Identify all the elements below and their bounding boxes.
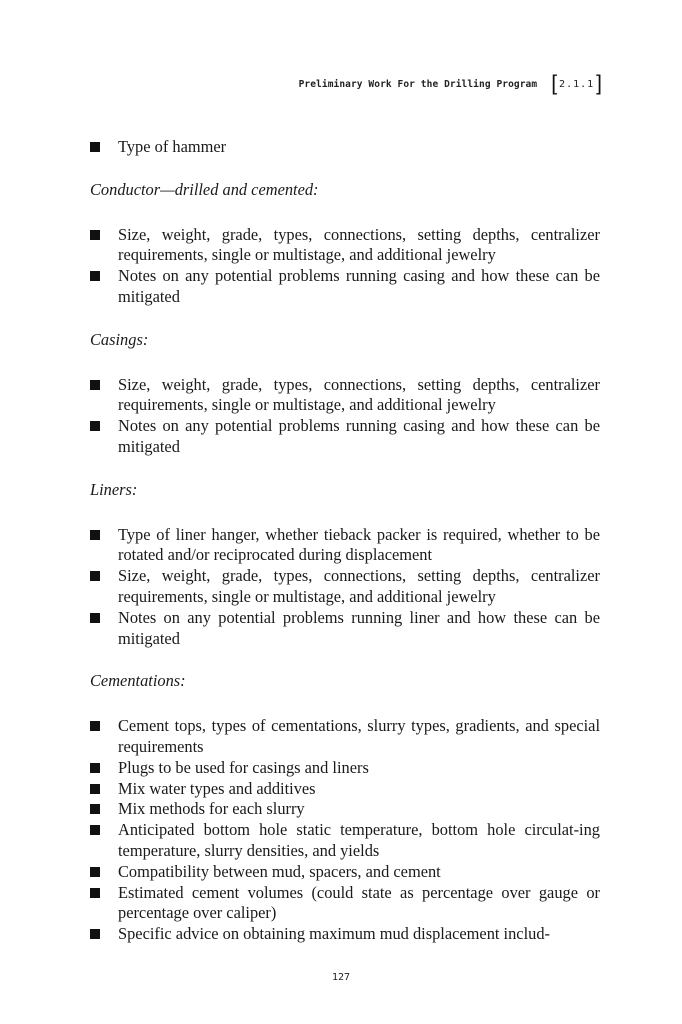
square-bullet-icon — [90, 929, 100, 939]
section-heading-cementations: Cementations: — [90, 671, 186, 691]
list-item: Mix methods for each slurry — [90, 799, 600, 820]
list-item: Size, weight, grade, types, connections, setting depths, centralizer requirements, single or multistage, and additional jewelry — [90, 225, 600, 267]
section-heading-conductor: Conductor—drilled and cemented: — [90, 179, 319, 199]
square-bullet-icon — [90, 784, 100, 794]
square-bullet-icon — [90, 804, 100, 814]
page-body — [90, 137, 600, 945]
list-item: Anticipated bottom hole static temperature, bottom hole circulat-ing temperature, slurry densities, and yields — [90, 820, 600, 862]
section-number-box: [ 2.1.1 ] — [551, 72, 602, 95]
square-bullet-icon — [90, 721, 100, 731]
intro-list — [90, 137, 600, 158]
list-item: Notes on any potential problems running liner and how these can be mitigated — [90, 608, 600, 650]
section-number: 2.1.1 — [559, 78, 595, 90]
list-item: Cement tops, types of cementations, slurry types, gradients, and special requirements — [90, 716, 600, 758]
section-heading-liners: Liners: — [90, 479, 138, 499]
page-number: 127 — [331, 972, 351, 983]
list-item: Notes on any potential problems running casing and how these can be mitigated — [90, 266, 600, 308]
square-bullet-icon — [90, 230, 100, 240]
section-heading-casings: Casings: — [90, 329, 149, 349]
list-item: Size, weight, grade, types, connections, setting depths, centralizer requirements, single or multistage, and additional jewelry — [90, 566, 600, 608]
list-item: Mix water types and additives — [90, 779, 600, 800]
square-bullet-icon — [90, 763, 100, 773]
list-item: Estimated cement volumes (could state as percentage over gauge or percentage over caliper) — [90, 883, 600, 925]
square-bullet-icon — [90, 888, 100, 898]
cementations-list — [90, 716, 600, 945]
square-bullet-icon — [90, 867, 100, 877]
running-title: Preliminary Work For the Drilling Program — [298, 78, 538, 90]
casings-list — [90, 375, 600, 458]
running-header — [299, 74, 602, 94]
list-item: Plugs to be used for casings and liners — [90, 758, 600, 779]
square-bullet-icon — [90, 825, 100, 835]
list-item: Specific advice on obtaining maximum mud displacement includ- — [90, 924, 600, 945]
square-bullet-icon — [90, 421, 100, 431]
list-item: Type of hammer — [90, 137, 600, 158]
square-bullet-icon — [90, 530, 100, 540]
square-bullet-icon — [90, 613, 100, 623]
square-bullet-icon — [90, 571, 100, 581]
square-bullet-icon — [90, 271, 100, 281]
list-item: Size, weight, grade, types, connections, setting depths, centralizer requirements, single or multistage, and additional jewelry — [90, 375, 600, 417]
list-item: Compatibility between mud, spacers, and cement — [90, 862, 600, 883]
conductor-list — [90, 225, 600, 308]
square-bullet-icon — [90, 380, 100, 390]
list-item: Type of liner hanger, whether tieback packer is required, whether to be rotated and/or reciprocated during displacement — [90, 525, 600, 567]
list-item: Notes on any potential problems running casing and how these can be mitigated — [90, 416, 600, 458]
square-bullet-icon — [90, 142, 100, 152]
liners-list — [90, 525, 600, 650]
